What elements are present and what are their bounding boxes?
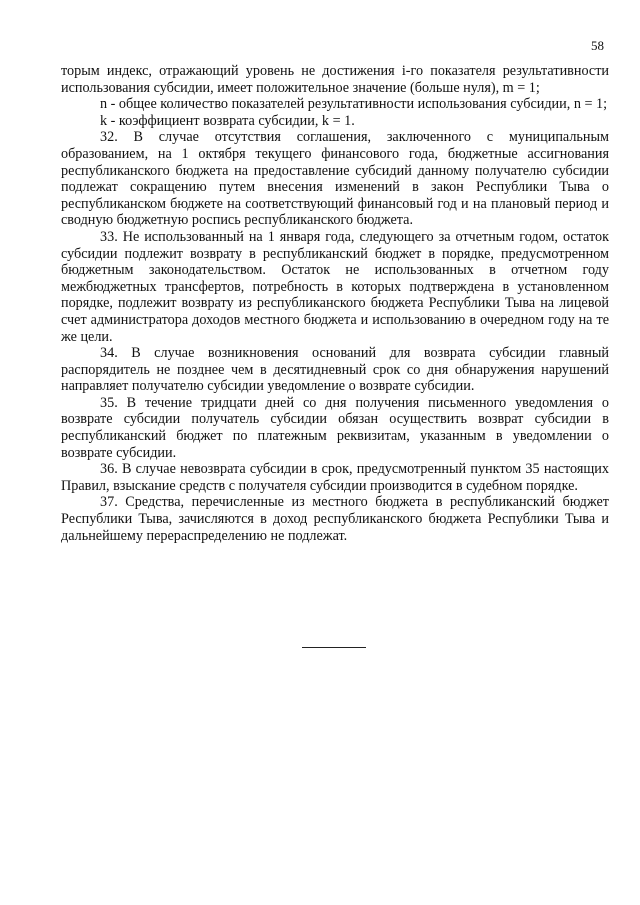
paragraph-32: 32. В случае отсутствия соглашения, заключенного с муниципальным образованием, на 1 октября текущего финансового года, бюджетные ассигнования республиканского бюджета на предоставление субсидий данному получателю субсидии подлежат сокращению путем внесения изменений в закон Республики Тыва о республиканском бюджете на соответствующий финансовый год и на плановый период и сводную бюджетную роспись республиканского бюджета. bbox=[61, 129, 609, 229]
paragraph-formula-n-definition: n - общее количество показателей результативности использования субсидии, n = 1; bbox=[100, 96, 608, 113]
paragraph-35: 35. В течение тридцати дней со дня получения письменного уведомления о возврате субсидии получатель субсидии обязан осуществить возврат субсидии в республиканский бюджет по платежным реквизитам, указанным в уведомлении о возврате субсидии. bbox=[61, 394, 609, 461]
page-number: 58 bbox=[591, 38, 604, 53]
paragraph-33: 33. Не использованный на 1 января года, следующего за отчетным годом, остаток субсидии подлежит возврату в республиканский бюджет в порядке, предусмотренном бюджетным законодательством. Остаток не использованных в отчетном году межбюджетных трансфертов, потребность в которых подтверждена в установленном порядке, подлежит возврату из республиканского бюджета Республики Тыва на лицевой счет администратора доходов местного бюджета и использованию в очередном году на те же цели. bbox=[61, 228, 609, 345]
end-separator-line bbox=[302, 647, 366, 648]
paragraph-36: 36. В случае невозврата субсидии в срок, предусмотренный пунктом 35 настоящих Правил, взыскание средств с получателя субсидии производится в судебном порядке. bbox=[61, 461, 609, 494]
paragraph-34: 34. В случае возникновения оснований для возврата субсидии главный распорядитель не позднее чем в десятидневный срок со дня обнаружения нарушений направляет получателю субсидии уведомление о возврате субсидии. bbox=[61, 345, 609, 395]
document-body bbox=[61, 63, 609, 544]
paragraph-formula-k-definition: k - коэффициент возврата субсидии, k = 1. bbox=[100, 112, 355, 129]
paragraph-formula-m-definition: торым индекс, отражающий уровень не достижения i-го показателя результативности использования субсидии, имеет положительное значение (больше нуля), m = 1; bbox=[61, 63, 609, 96]
paragraph-37: 37. Средства, перечисленные из местного бюджета в республиканский бюджет Республики Тыва, зачисляются в доход республиканского бюджета Республики Тыва и дальнейшему перераспределению не подлежат. bbox=[61, 494, 609, 544]
